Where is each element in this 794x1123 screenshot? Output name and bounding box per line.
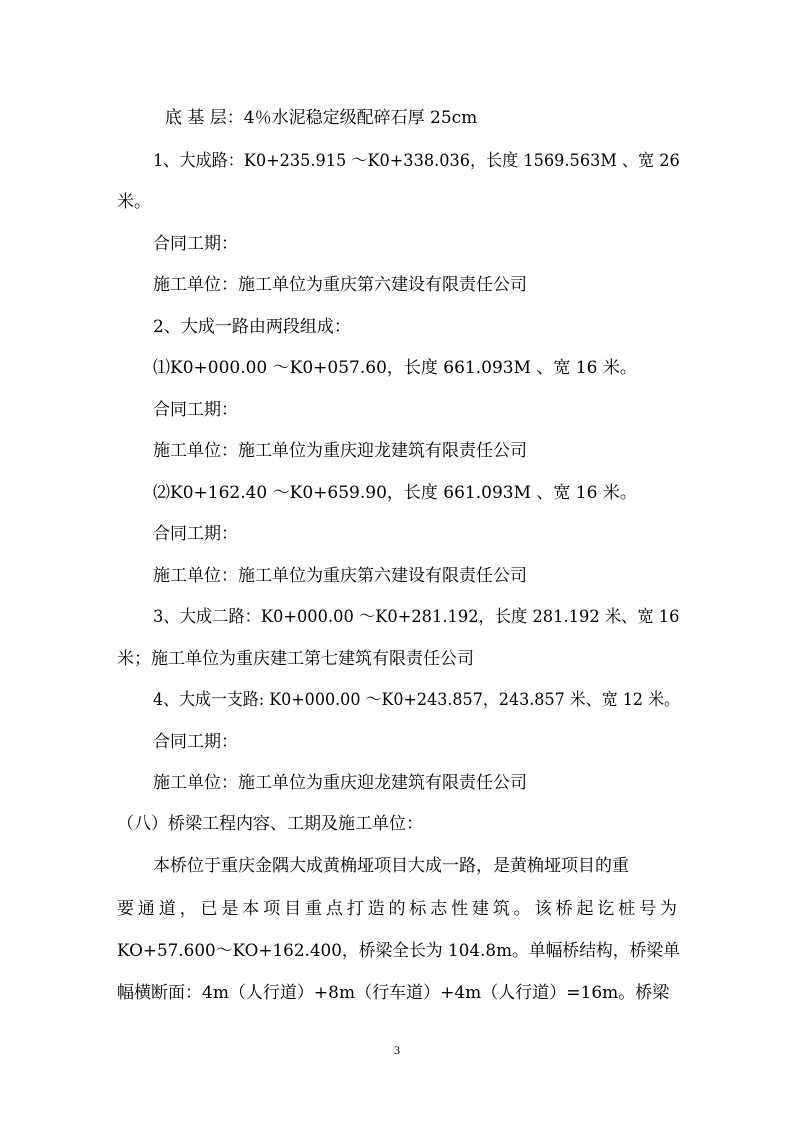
text-line: 施工单位：施工单位为重庆第六建设有限责任公司 (153, 275, 527, 295)
text-line: ⑴K0+000.00 ～K0+057.60，长度 661.093M 、宽 16 米。 (153, 358, 637, 378)
text-line: 2、大成一路由两段组成： (153, 317, 351, 337)
section-heading: （八）桥梁工程内容、工期及施工单位： (117, 814, 423, 834)
text-line: KO+57.600～KO+162.400，桥梁全长为 104.8m。单幅桥结构，桥梁单 (117, 941, 680, 961)
text-line: 要通道，已是本项目重点打造的标志性建筑。该桥起讫桩号为 (117, 899, 677, 919)
text-line: 米；施工单位为重庆建工第七建筑有限责任公司 (117, 649, 474, 669)
text-line: 施工单位：施工单位为重庆第六建设有限责任公司 (153, 566, 527, 586)
text-line: 合同工期： (153, 234, 238, 254)
text-line: 施工单位：施工单位为重庆迎龙建筑有限责任公司 (153, 773, 527, 793)
text-line: 幅横断面：4m（人行道）+8m（行车道）+4m（人行道）=16m。桥梁 (117, 983, 670, 1003)
text-line: ⑵K0+162.40 ～K0+659.90，长度 661.093M 、宽 16 米。 (153, 483, 637, 503)
text-line: 合同工期： (153, 524, 238, 544)
text-line: 底 基 层：4％水泥稳定级配碎石厚 25cm (165, 108, 478, 128)
text-line: 施工单位：施工单位为重庆迎龙建筑有限责任公司 (153, 441, 527, 461)
text-line: 合同工期： (153, 732, 238, 752)
text-line: 米。 (117, 192, 151, 212)
page-number: 3 (394, 1043, 400, 1057)
text-line: 本桥位于重庆金隅大成黄桷垭项目大成一路，是黄桷垭项目的重 (153, 856, 629, 876)
text-line: 合同工期： (153, 400, 238, 420)
text-line: 4、大成一支路: K0+000.00 ～K0+243.857，243.857 米、宽 12 米。 (153, 690, 680, 710)
text-line: 1、大成路：K0+235.915 ～K0+338.036，长度 1569.563M 、宽 26 (153, 151, 680, 171)
text-line: 3、大成二路：K0+000.00 ～K0+281.192，长度 281.192 米、宽 16 (153, 607, 680, 627)
